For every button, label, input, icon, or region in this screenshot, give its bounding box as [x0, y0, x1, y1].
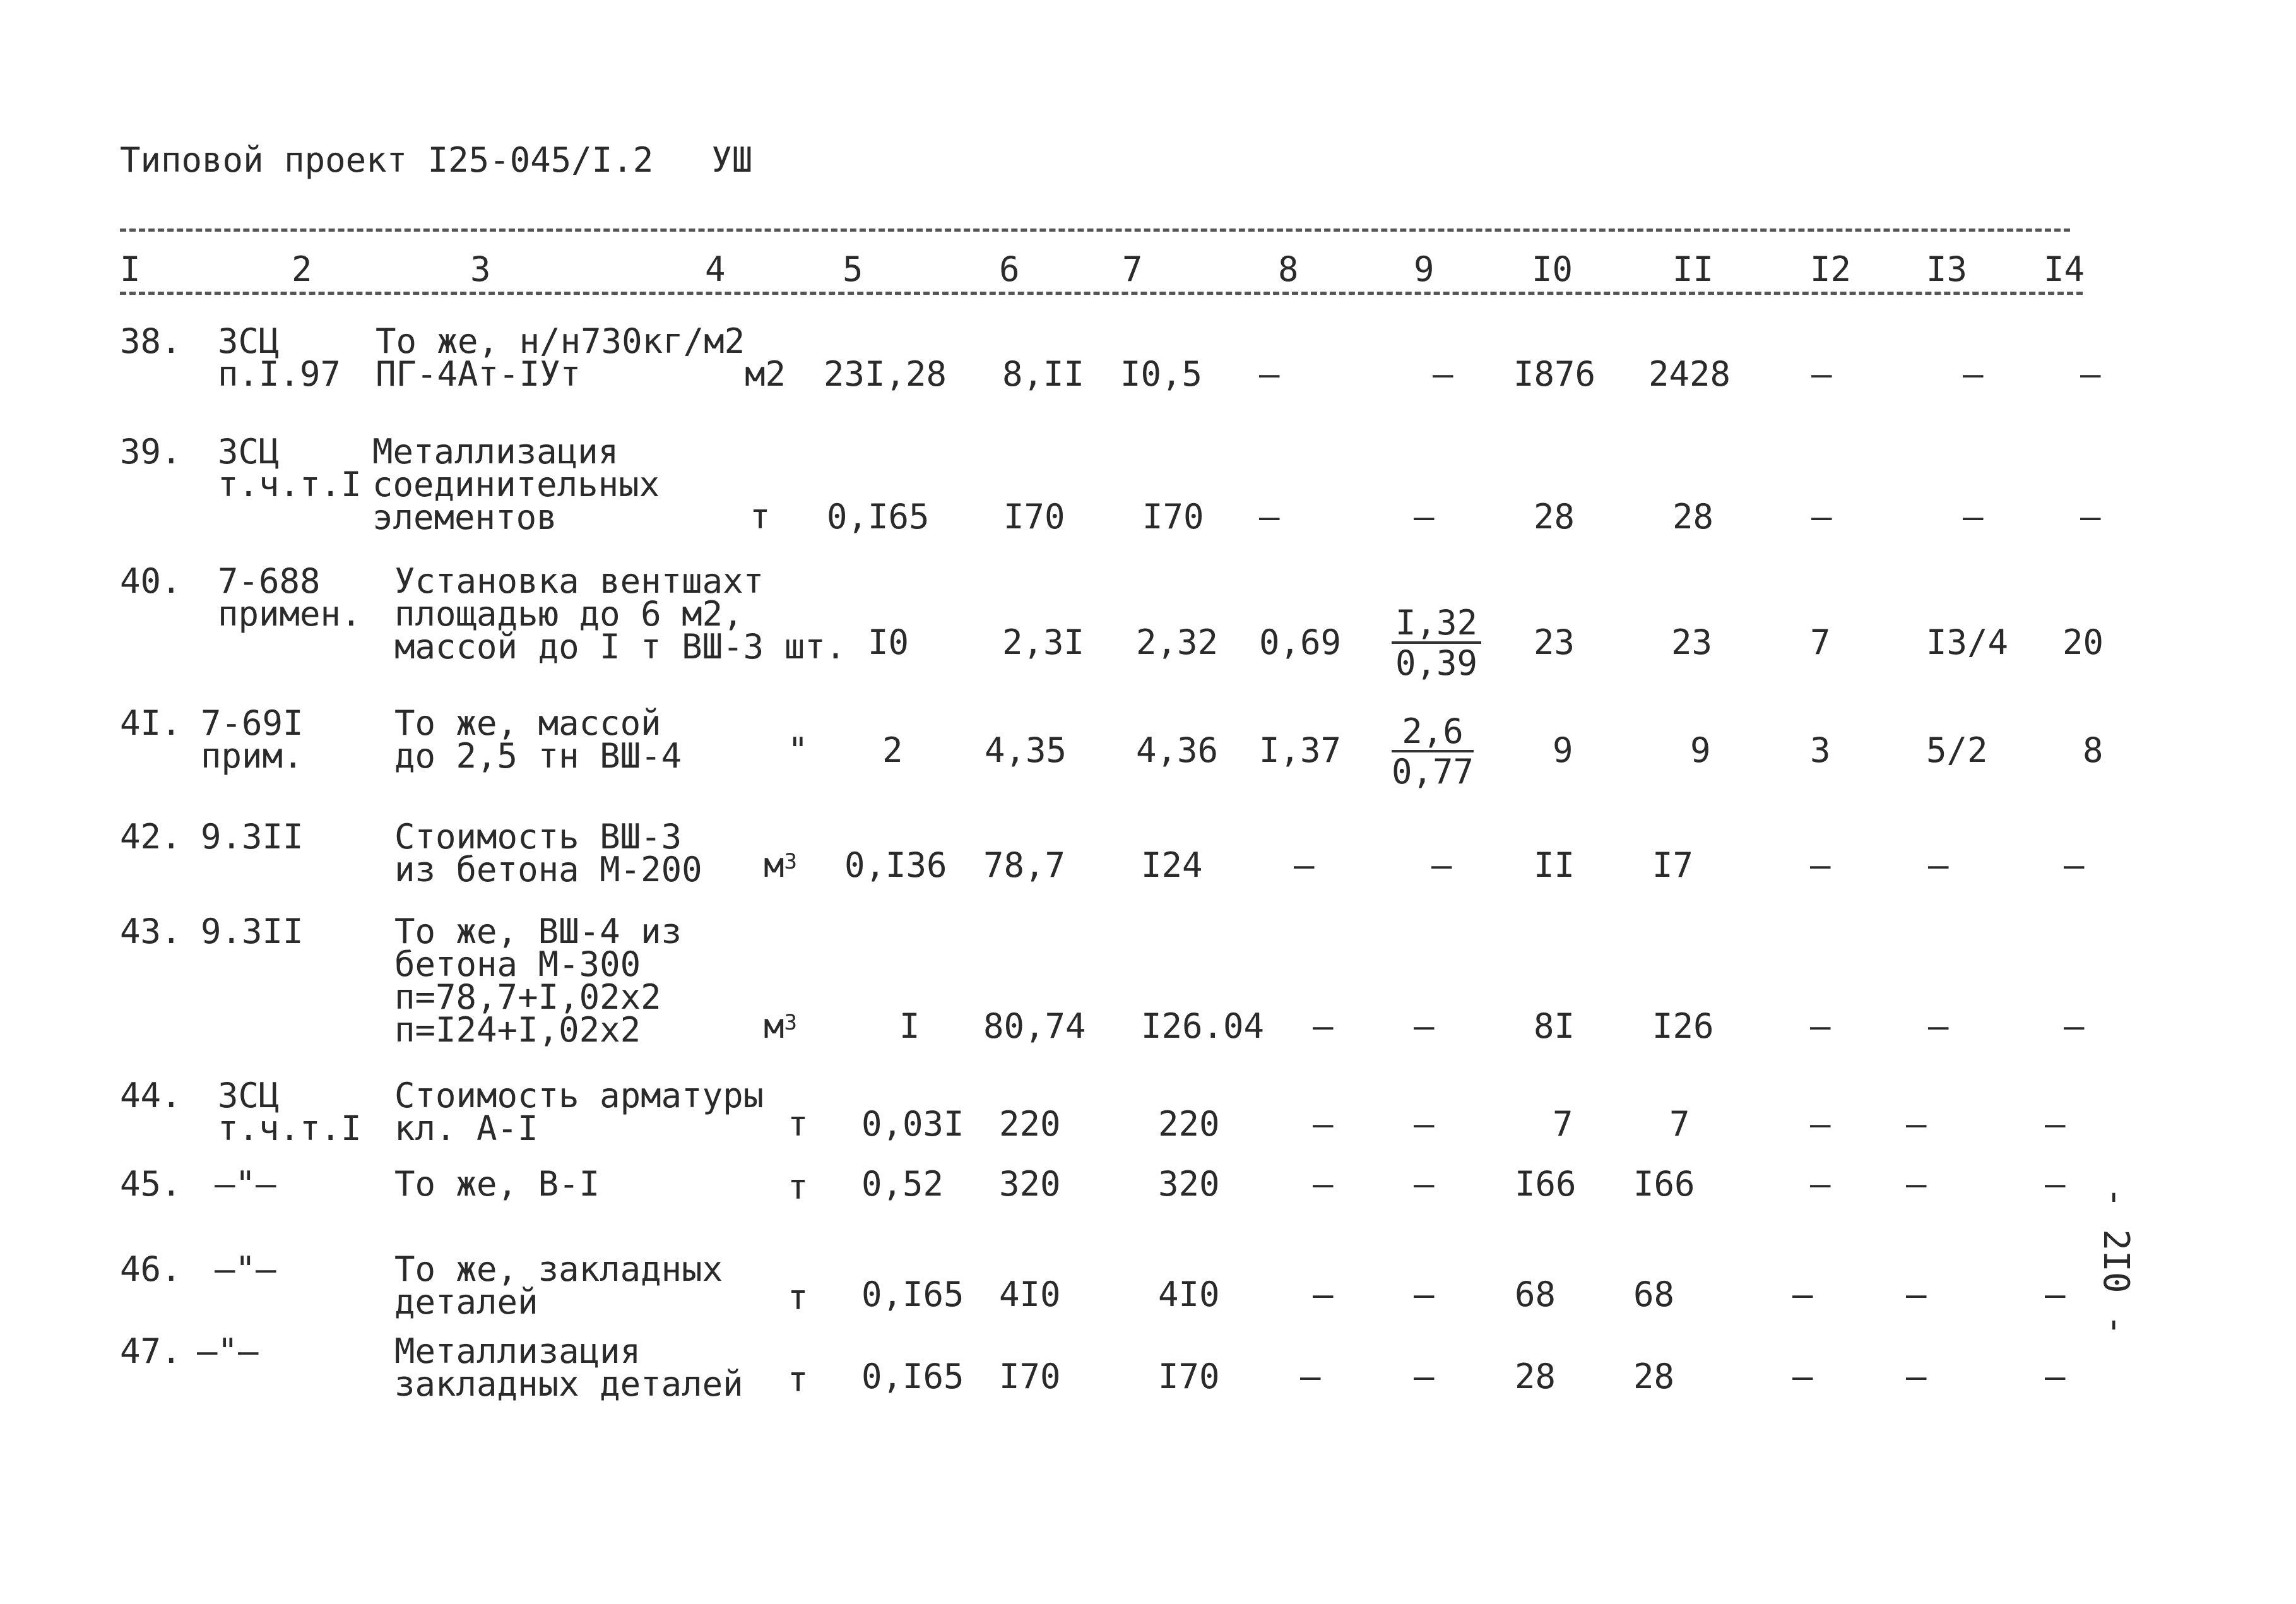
col-10-value: 28 — [1515, 1357, 1556, 1396]
column-numbers-underline — [120, 292, 2083, 295]
col-14-value: – — [2064, 845, 2085, 885]
col-8-value: – — [1259, 354, 1280, 394]
work-description: Стоимость арматуры кл. А-I — [394, 1076, 764, 1148]
col-11-value: 7 — [1669, 1104, 1690, 1144]
col-10-value: II — [1534, 845, 1575, 885]
quantity: 0,52 — [861, 1164, 944, 1204]
work-code: 9.3II — [201, 817, 304, 857]
work-code: ЗСЦ т.ч.т.I — [218, 432, 362, 504]
fraction-denominator: 0,39 — [1395, 643, 1478, 683]
col-10-value: 23 — [1534, 622, 1575, 662]
col-11-value: 68 — [1633, 1274, 1675, 1314]
quantity: I0 — [868, 622, 909, 662]
col-10-value: I66 — [1515, 1164, 1577, 1204]
unit-cost: 2,3I — [1002, 622, 1085, 662]
unit-cost: 4I0 — [999, 1274, 1061, 1314]
col-7-value: 2,32 — [1136, 622, 1219, 662]
fraction-numerator: I,32 — [1392, 605, 1481, 644]
work-code: 7-69I прим. — [201, 703, 304, 776]
work-code: ЗСЦ т.ч.т.I — [218, 1076, 362, 1148]
col-14-value: – — [2064, 1006, 2085, 1046]
unit: т — [750, 497, 771, 537]
unit-cost: 220 — [999, 1104, 1061, 1144]
col-11-value: 2428 — [1648, 354, 1731, 394]
col-8-value: – — [1294, 845, 1315, 885]
row-number: 38. — [120, 321, 182, 361]
unit-cost: 80,74 — [983, 1006, 1086, 1046]
col-12-value: – — [1811, 497, 1832, 537]
work-description: То же, В-I — [394, 1164, 600, 1204]
row-number: 42. — [120, 817, 182, 857]
col-13-value: – — [1963, 497, 1984, 537]
quantity: 23I,28 — [824, 354, 947, 394]
work-code: –"– — [215, 1164, 276, 1204]
col-7-value: 320 — [1158, 1164, 1220, 1204]
col-14-value: – — [2080, 354, 2101, 394]
row-number: 46. — [120, 1249, 182, 1289]
col-9-fraction — [1392, 605, 1481, 683]
col-number-4: 4 — [705, 249, 726, 289]
col-number-14: I4 — [2044, 249, 2085, 289]
work-description: То же, закладных деталей — [394, 1249, 723, 1322]
col-11-value: 23 — [1671, 622, 1713, 662]
col-10-value: 68 — [1515, 1274, 1556, 1314]
col-14-value: 8 — [2083, 730, 2104, 770]
col-12-value: – — [1811, 354, 1832, 394]
col-8-value: – — [1313, 1164, 1334, 1204]
col-11-value: I66 — [1633, 1164, 1695, 1204]
col-14-value: – — [2045, 1274, 2066, 1314]
unit: $м^3$ — [764, 1006, 797, 1046]
col-8-value: – — [1313, 1006, 1334, 1046]
unit: т — [788, 1278, 808, 1317]
col-10-value: 7 — [1553, 1104, 1573, 1144]
unit: т — [788, 1104, 808, 1144]
col-14-value: – — [2045, 1357, 2066, 1396]
row-number: 43. — [120, 912, 182, 951]
work-description: Металлизация закладных деталей — [394, 1331, 743, 1404]
document-header — [120, 140, 810, 180]
col-12-value: – — [1792, 1274, 1813, 1314]
col-9-value: – — [1414, 1006, 1435, 1046]
section-number: УШ — [711, 140, 753, 180]
col-7-value: 4,36 — [1136, 730, 1219, 770]
col-11-value: I26 — [1652, 1006, 1714, 1046]
unit: т — [788, 1167, 808, 1207]
col-13-value: – — [1906, 1104, 1927, 1144]
unit-cost: 4,35 — [985, 730, 1067, 770]
unit: т — [788, 1360, 808, 1399]
col-13-value: – — [1906, 1274, 1927, 1314]
work-description: Металлизация соединительных элементов — [372, 432, 660, 537]
col-9-value: – — [1414, 497, 1435, 537]
work-code: –"– — [215, 1249, 276, 1289]
col-9-value: – — [1414, 1164, 1435, 1204]
col-13-value: – — [1928, 1006, 1949, 1046]
col-7-value: I70 — [1158, 1357, 1220, 1396]
col-13-value: – — [1963, 354, 1984, 394]
col-12-value: 7 — [1810, 622, 1831, 662]
col-12-value: 3 — [1810, 730, 1831, 770]
col-7-value: I26.04 — [1141, 1006, 1265, 1046]
fraction-denominator: 0,77 — [1392, 752, 1474, 792]
col-11-value: 28 — [1672, 497, 1714, 537]
col-8-value: – — [1300, 1357, 1321, 1396]
col-number-13: I3 — [1926, 249, 1968, 289]
col-11-value: 28 — [1633, 1357, 1675, 1396]
col-9-value: – — [1414, 1104, 1435, 1144]
row-number: 45. — [120, 1164, 182, 1204]
col-13-value: – — [1906, 1164, 1927, 1204]
work-code: ЗСЦ п.I.97 — [218, 321, 341, 394]
col-10-value: I876 — [1513, 354, 1596, 394]
col-10-value: 9 — [1553, 730, 1573, 770]
col-9-fraction — [1392, 713, 1474, 792]
work-code: 7-688 примен. — [218, 561, 362, 634]
row-number: 39. — [120, 432, 182, 472]
unit: м2 — [745, 354, 786, 394]
row-number: 40. — [120, 561, 182, 601]
quantity: I — [899, 1006, 920, 1046]
col-7-value: I24 — [1141, 845, 1203, 885]
page-number: - 2I0 - — [2095, 1187, 2136, 1336]
col-12-value: – — [1810, 1104, 1831, 1144]
col-7-value: 4I0 — [1158, 1274, 1220, 1314]
col-number-7: 7 — [1122, 249, 1143, 289]
col-7-value: I70 — [1142, 497, 1204, 537]
col-number-9: 9 — [1414, 249, 1435, 289]
unit-cost: I70 — [1003, 497, 1065, 537]
work-code: 9.3II — [201, 912, 304, 951]
unit-cost: 78,7 — [983, 845, 1066, 885]
unit-cost: 8,II — [1002, 354, 1085, 394]
col-7-value: I0,5 — [1120, 354, 1203, 394]
fraction-numerator: 2,6 — [1392, 713, 1474, 752]
col-12-value: – — [1792, 1357, 1813, 1396]
col-13-value: 5/2 — [1926, 730, 1988, 770]
unit-cost: 320 — [999, 1164, 1061, 1204]
col-13-value: I3/4 — [1926, 622, 2009, 662]
quantity: 0,I65 — [861, 1274, 964, 1314]
col-13-value: – — [1928, 845, 1949, 885]
unit: " — [788, 730, 808, 770]
row-number: 44. — [120, 1076, 182, 1115]
col-14-value: – — [2045, 1104, 2066, 1144]
col-8-value: – — [1259, 497, 1280, 537]
unit-cost: I70 — [999, 1357, 1061, 1396]
col-number-8: 8 — [1278, 249, 1299, 289]
col-10-value: 28 — [1534, 497, 1575, 537]
work-description: Установка вентшахт площадью до 6 м2, массой до I т ВШ-3 шт. — [394, 561, 846, 667]
col-9-value: – — [1414, 1357, 1435, 1396]
col-8-value: – — [1313, 1104, 1334, 1144]
col-9-value: – — [1433, 354, 1453, 394]
col-number-10: I0 — [1532, 249, 1573, 289]
col-9-value: – — [1431, 845, 1452, 885]
col-12-value: – — [1810, 845, 1831, 885]
quantity: 0,I65 — [861, 1357, 964, 1396]
work-description: То же, ВШ-4 из бетона М-300 п=78,7+I,02х2 п=I24+I,02х2 — [394, 912, 682, 1050]
work-description: То же, массой до 2,5 тн ВШ-4 — [394, 703, 682, 776]
col-8-value: 0,69 — [1259, 622, 1342, 662]
header-separator — [120, 229, 2070, 232]
row-number: 47. — [120, 1331, 182, 1371]
unit: $м^3$ — [764, 845, 797, 885]
project-title: Типовой проект I25-045/I.2 — [120, 140, 654, 180]
quantity: 0,I65 — [827, 497, 930, 537]
quantity: 0,I36 — [844, 845, 947, 885]
col-number-2: 2 — [292, 249, 312, 289]
col-number-3: 3 — [470, 249, 491, 289]
col-13-value: – — [1906, 1357, 1927, 1396]
work-description: Стоимость ВШ-3 из бетона М-200 — [394, 817, 702, 889]
col-number-6: 6 — [999, 249, 1020, 289]
work-description: То же, н/н730кг/м2 ПГ-4Ат-IУт — [376, 321, 745, 394]
col-14-value: 20 — [2062, 622, 2104, 662]
col-14-value: – — [2045, 1164, 2066, 1204]
col-8-value: I,37 — [1259, 730, 1342, 770]
col-9-value: – — [1414, 1274, 1435, 1314]
col-10-value: 8I — [1534, 1006, 1575, 1046]
quantity: 2 — [882, 730, 903, 770]
col-number-5: 5 — [843, 249, 863, 289]
quantity: 0,03I — [861, 1104, 964, 1144]
col-11-value: 9 — [1690, 730, 1711, 770]
col-12-value: – — [1810, 1164, 1831, 1204]
col-14-value: – — [2080, 497, 2101, 537]
col-11-value: I7 — [1652, 845, 1694, 885]
col-number-11: II — [1672, 249, 1714, 289]
col-number-1: I — [120, 249, 141, 289]
col-number-12: I2 — [1810, 249, 1852, 289]
col-8-value: – — [1313, 1274, 1334, 1314]
row-number: 4I. — [120, 703, 182, 743]
col-12-value: – — [1810, 1006, 1831, 1046]
work-code: –"– — [197, 1331, 259, 1371]
col-7-value: 220 — [1158, 1104, 1220, 1144]
